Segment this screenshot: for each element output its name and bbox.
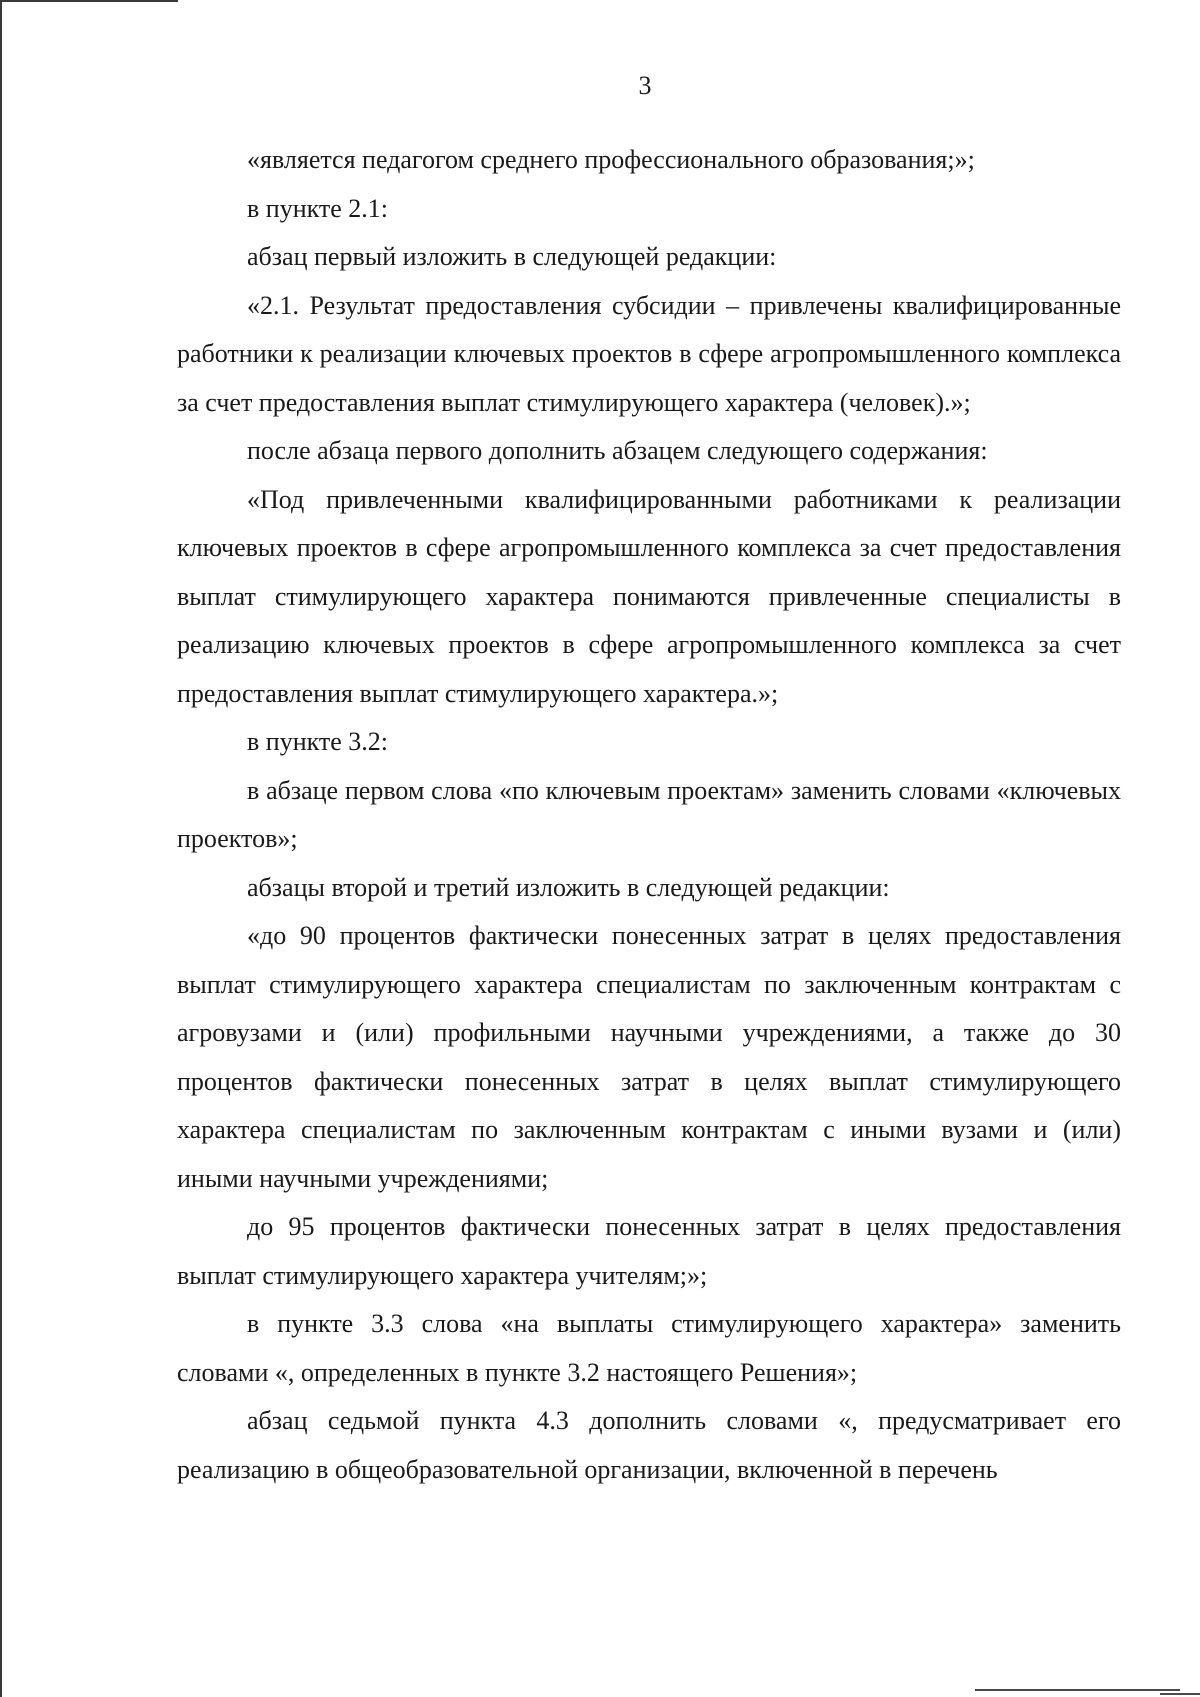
paragraph: в пункте 3.3 слова «на выплаты стимулирующего характера» заменить словами «, определенных в пункте 3.2 настоящего Решения»; <box>177 1309 1121 1387</box>
paragraph: абзац седьмой пункта 4.3 дополнить словами «, предусматривает его реализацию в общеобразовательной организации, включенной в перечень <box>177 1406 1121 1484</box>
document-body <box>177 136 1121 1494</box>
paragraph: в абзаце первом слова «по ключевым проектам» заменить словами «ключевых проектов»; <box>177 775 1121 853</box>
paragraph: «2.1. Результат предоставления субсидии – привлечены квалифицированные работники к реализации ключевых проектов в сфере агропромышленного комплекса за счет предоставления выплат стимулирующего характера (человек).»; <box>177 290 1121 417</box>
paragraph: в пункте 3.2: <box>247 727 389 756</box>
paragraph: абзацы второй и третий изложить в следующей редакции: <box>247 872 890 902</box>
scan-edge-bottom-right <box>1160 1693 1200 1695</box>
paragraph: после абзаца первого дополнить абзацем следующего содержания: <box>247 436 988 465</box>
scan-edge-top <box>0 0 178 2</box>
paragraph: абзац первый изложить в следующей редакции: <box>247 242 777 271</box>
paragraph: «Под привлеченными квалифицированными работниками к реализации ключевых проектов в сфере агропромышленного комплекса за счет предоставления выплат стимулирующего характера понимаются привлеченные специалисты в реализацию ключевых проектов в сфере агропромышленного комплекса за счет предоставления выплат стимулирующего характера.»; <box>177 484 1121 708</box>
paragraph: до 95 процентов фактически понесенных затрат в целях предоставления выплат стимулирующего характера учителям;»; <box>177 1212 1121 1290</box>
scan-edge-bottom <box>975 1689 1180 1691</box>
paragraph: «до 90 процентов фактически понесенных затрат в целях предоставления выплат стимулирующего характера специалистам по заключенным контрактам с агровузами и (или) профильными научными учреждениями, а также до 30 процентов фактически понесенных затрат в целях выплат стимулирующего характера специалистам по заключенным контрактам с иными вузами и (или) иными научными учреждениями; <box>177 921 1121 1193</box>
page-number: 3 <box>638 71 652 100</box>
scan-edge-left <box>0 0 2 1697</box>
paragraph: «является педагогом среднего профессионального образования;»; <box>247 145 975 174</box>
paragraph: в пункте 2.1: <box>247 193 389 223</box>
